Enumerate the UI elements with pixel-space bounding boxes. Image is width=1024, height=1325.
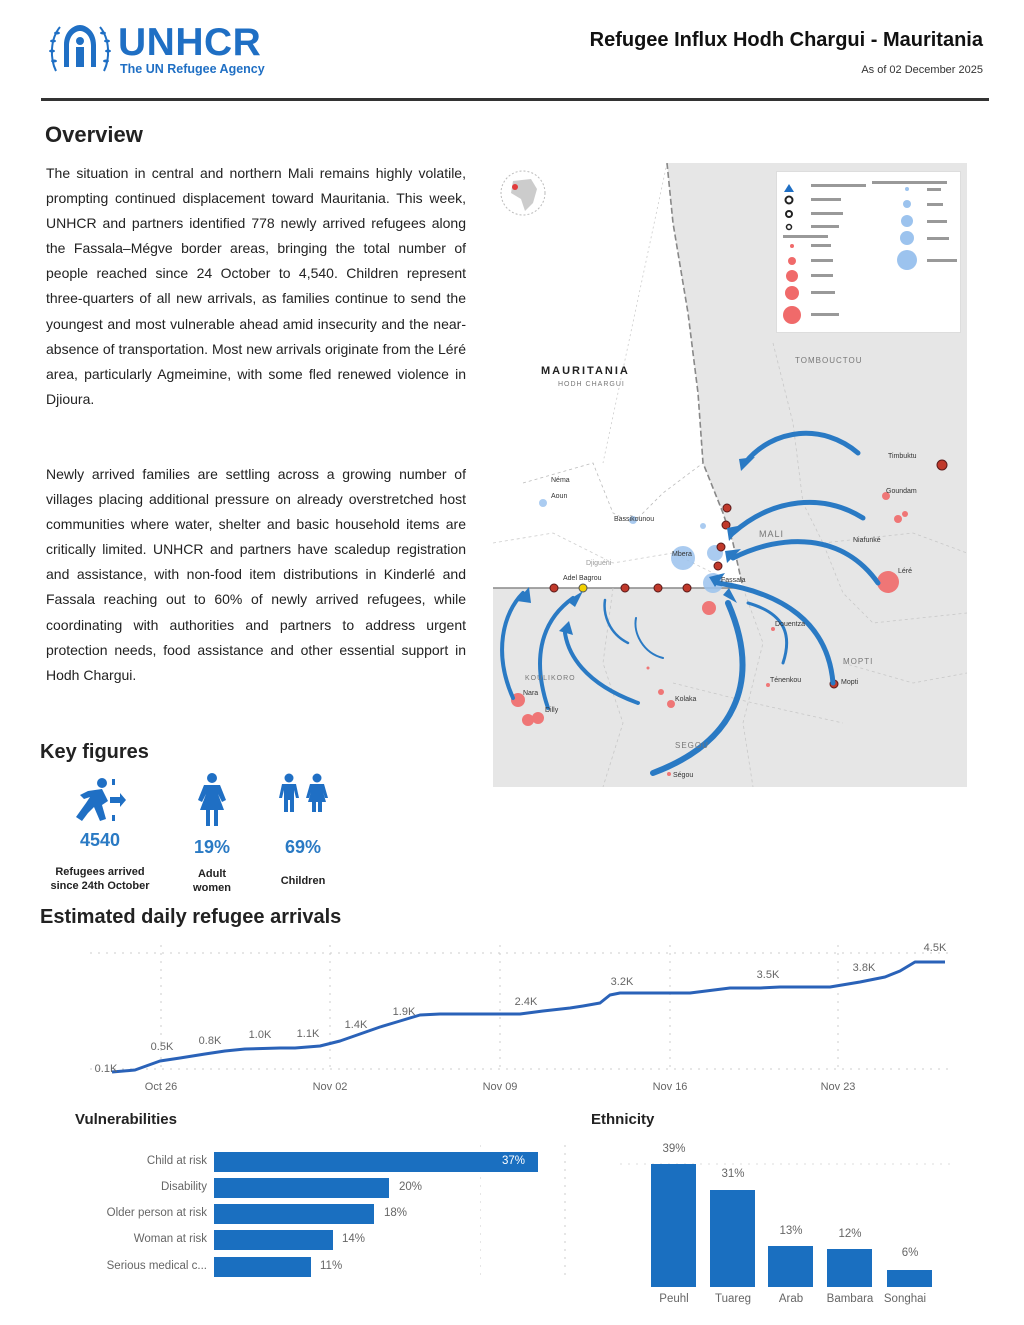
ethnicity-category: Tuareg — [714, 1293, 752, 1305]
vulnerability-bar-row — [70, 1178, 570, 1198]
ethnicity-value: 13% — [779, 1225, 803, 1237]
map-label-segou: SEGOU — [675, 741, 709, 750]
children-percent: 69% — [284, 837, 322, 857]
vulnerability-bar-row — [70, 1152, 570, 1172]
point-label: 0.5K — [150, 1041, 174, 1053]
map-place-djigueni: Djiguéni — [586, 560, 612, 567]
vulnerability-bar — [214, 1257, 311, 1277]
vulnerability-label: Serious medical c... — [106, 1260, 207, 1272]
adult-women-label-line-1: Adult — [197, 868, 227, 880]
vulnerability-value: 11% — [320, 1260, 343, 1272]
map-label-koulikoro: KOULIKORO — [525, 675, 576, 682]
refugees-label-line-2: since 24th October — [50, 880, 150, 892]
x-axis-tick: Nov 16 — [652, 1081, 688, 1093]
map-label-mauritania: MAURITANIA — [541, 365, 630, 377]
situation-map — [493, 163, 967, 787]
unhcr-emblem-icon — [48, 21, 112, 79]
vulnerabilities-heading: Vulnerabilities — [75, 1111, 177, 1128]
ethnicity-category: Bambara — [826, 1293, 874, 1305]
key-figure-adult-women — [177, 772, 247, 895]
arrivals-chart-heading: Estimated daily refugee arrivals — [40, 906, 342, 928]
map-place-fassala: Fassala — [721, 577, 746, 584]
map-label-mali: MALI — [759, 529, 785, 539]
refugee-arrival-icon — [74, 775, 126, 825]
point-label: 4.5K — [923, 942, 947, 954]
vulnerability-value: 20% — [399, 1181, 423, 1193]
overview-paragraph-1: The situation in central and northern Mali remains highly volatile, prompting continued displacement toward Mauritania. This week, UNHCR and partners identified 778 newly arrived refugees along the Fassala–Mégve border areas, bringing the total number of people reached since 24 October to 4,540. Children represent three-quarters of all new arrivals, as families continue to send the youngest and most vulnerable ahead amid insecurity and the near-absence of transportation. Most new arrivals originate from the Léré area, particularly Agmeimine, with some fled renewed violence in Djioura. — [46, 165, 466, 407]
map-place-niafunke: Niafunké — [853, 537, 881, 544]
ethnicity-heading: Ethnicity — [591, 1111, 655, 1128]
document-date: As of 02 December 2025 — [861, 64, 983, 76]
vulnerability-bar-row — [70, 1257, 570, 1277]
ethnicity-value: 39% — [662, 1143, 686, 1155]
vulnerability-label: Woman at risk — [133, 1233, 207, 1245]
map-place-lere: Léré — [898, 568, 913, 575]
ethnicity-bar — [827, 1249, 872, 1287]
map-place-dilly: Dilly — [545, 707, 559, 714]
point-label: 3.5K — [756, 969, 780, 981]
map-legend — [776, 171, 961, 333]
arrivals-line-chart — [80, 935, 960, 1105]
vulnerability-label: Disability — [160, 1181, 207, 1193]
overview-heading: Overview — [45, 122, 143, 147]
ethnicity-value: 6% — [901, 1247, 919, 1259]
page-header — [0, 0, 1024, 105]
ethnicity-category: Arab — [778, 1293, 804, 1305]
ethnicity-bar — [887, 1270, 932, 1287]
key-figure-refugees — [40, 775, 160, 893]
ethnicity-category: Peuhl — [659, 1293, 689, 1305]
ethnicity-value: 31% — [721, 1168, 745, 1180]
vulnerability-bar — [214, 1230, 333, 1250]
map-place-aoun: Aoun — [551, 493, 568, 500]
map-place-mopti: Mopti — [841, 679, 859, 686]
map-place-bassikounou: Bassikounou — [614, 516, 655, 523]
adult-woman-icon — [194, 772, 230, 828]
point-label: 0.1K — [94, 1063, 118, 1075]
logo-wordmark: UNHCR — [118, 21, 262, 64]
vulnerability-value: 18% — [384, 1207, 408, 1219]
map-place-adel-bagrou: Adel Bagrou — [563, 575, 602, 582]
ethnicity-category: Songhai — [883, 1293, 927, 1305]
map-place-goundam: Goundam — [886, 488, 917, 495]
document-title: Refugee Influx Hodh Chargui - Mauritania — [589, 29, 983, 51]
unhcr-logo — [48, 20, 288, 80]
children-icon — [273, 772, 333, 816]
key-figures-heading: Key figures — [40, 741, 149, 763]
vulnerability-label: Child at risk — [146, 1155, 207, 1167]
key-figure-children — [268, 772, 338, 888]
refugees-count: 4540 — [79, 830, 121, 850]
point-label: 1.9K — [392, 1006, 416, 1018]
ethnicity-bar — [710, 1190, 755, 1287]
point-label: 1.0K — [248, 1029, 272, 1041]
vulnerability-value: 37% — [502, 1155, 526, 1167]
map-place-segou: Ségou — [673, 772, 694, 779]
arrivals-line-graphic — [80, 935, 960, 1105]
x-axis-tick: Oct 26 — [144, 1081, 178, 1093]
map-place-nara: Nara — [523, 690, 539, 697]
adult-women-percent: 19% — [193, 837, 231, 857]
point-label: 3.8K — [852, 962, 876, 974]
vulnerability-bar — [214, 1152, 538, 1172]
ethnicity-value: 12% — [838, 1228, 862, 1240]
logo-tagline: The UN Refugee Agency — [120, 62, 265, 76]
map-place-mbera: Mbera — [672, 551, 692, 558]
point-label: 1.1K — [296, 1028, 320, 1040]
point-label: 1.4K — [344, 1019, 368, 1031]
vulnerability-bar — [214, 1204, 374, 1224]
point-label: 2.4K — [514, 996, 538, 1008]
vulnerability-bar-row — [70, 1230, 570, 1250]
x-axis-tick: Nov 02 — [312, 1081, 348, 1093]
map-place-nema: Néma — [551, 477, 570, 484]
map-label-tombouctou: TOMBOUCTOU — [795, 356, 863, 365]
map-label-hodh-chargui: HODH CHARGUI — [558, 381, 625, 388]
map-place-timbuktu: Timbuktu — [888, 453, 917, 460]
vulnerability-bar — [214, 1178, 389, 1198]
vulnerability-label: Older person at risk — [106, 1207, 207, 1219]
x-axis-tick: Nov 09 — [482, 1081, 518, 1093]
children-label: Children — [280, 875, 326, 887]
x-axis-tick: Nov 23 — [820, 1081, 856, 1093]
map-label-mopti: MOPTI — [843, 657, 874, 666]
map-place-kolaka: Kolaka — [675, 696, 697, 703]
map-place-tenenkou: Ténenkou — [770, 677, 802, 684]
refugees-label-line-1: Refugees arrived — [55, 866, 145, 878]
adult-women-label-line-2: women — [193, 882, 231, 894]
point-label: 0.8K — [198, 1035, 222, 1047]
ethnicity-bar — [768, 1246, 813, 1287]
header-divider — [41, 98, 989, 101]
vulnerability-bar-row — [70, 1204, 570, 1224]
overview-paragraph-2: Newly arrived families are settling across a growing number of villages placing additional pressure on already overstretched host communities where water, shelter and basic household items are critically limited. UNHCR and partners have scaledup registration and assistance, with non-food item distributions in Kinderlé and Fassala reaching out to 60% of newly arrived refugees, while coordinating with authorities and partners to address urgent protection needs, food assistance and other essential support in Hodh Chargui. — [46, 466, 466, 683]
vulnerability-value: 14% — [342, 1233, 366, 1245]
map-place-douentza: Douentza — [775, 621, 805, 628]
ethnicity-bar — [651, 1164, 696, 1287]
point-label: 3.2K — [610, 976, 634, 988]
